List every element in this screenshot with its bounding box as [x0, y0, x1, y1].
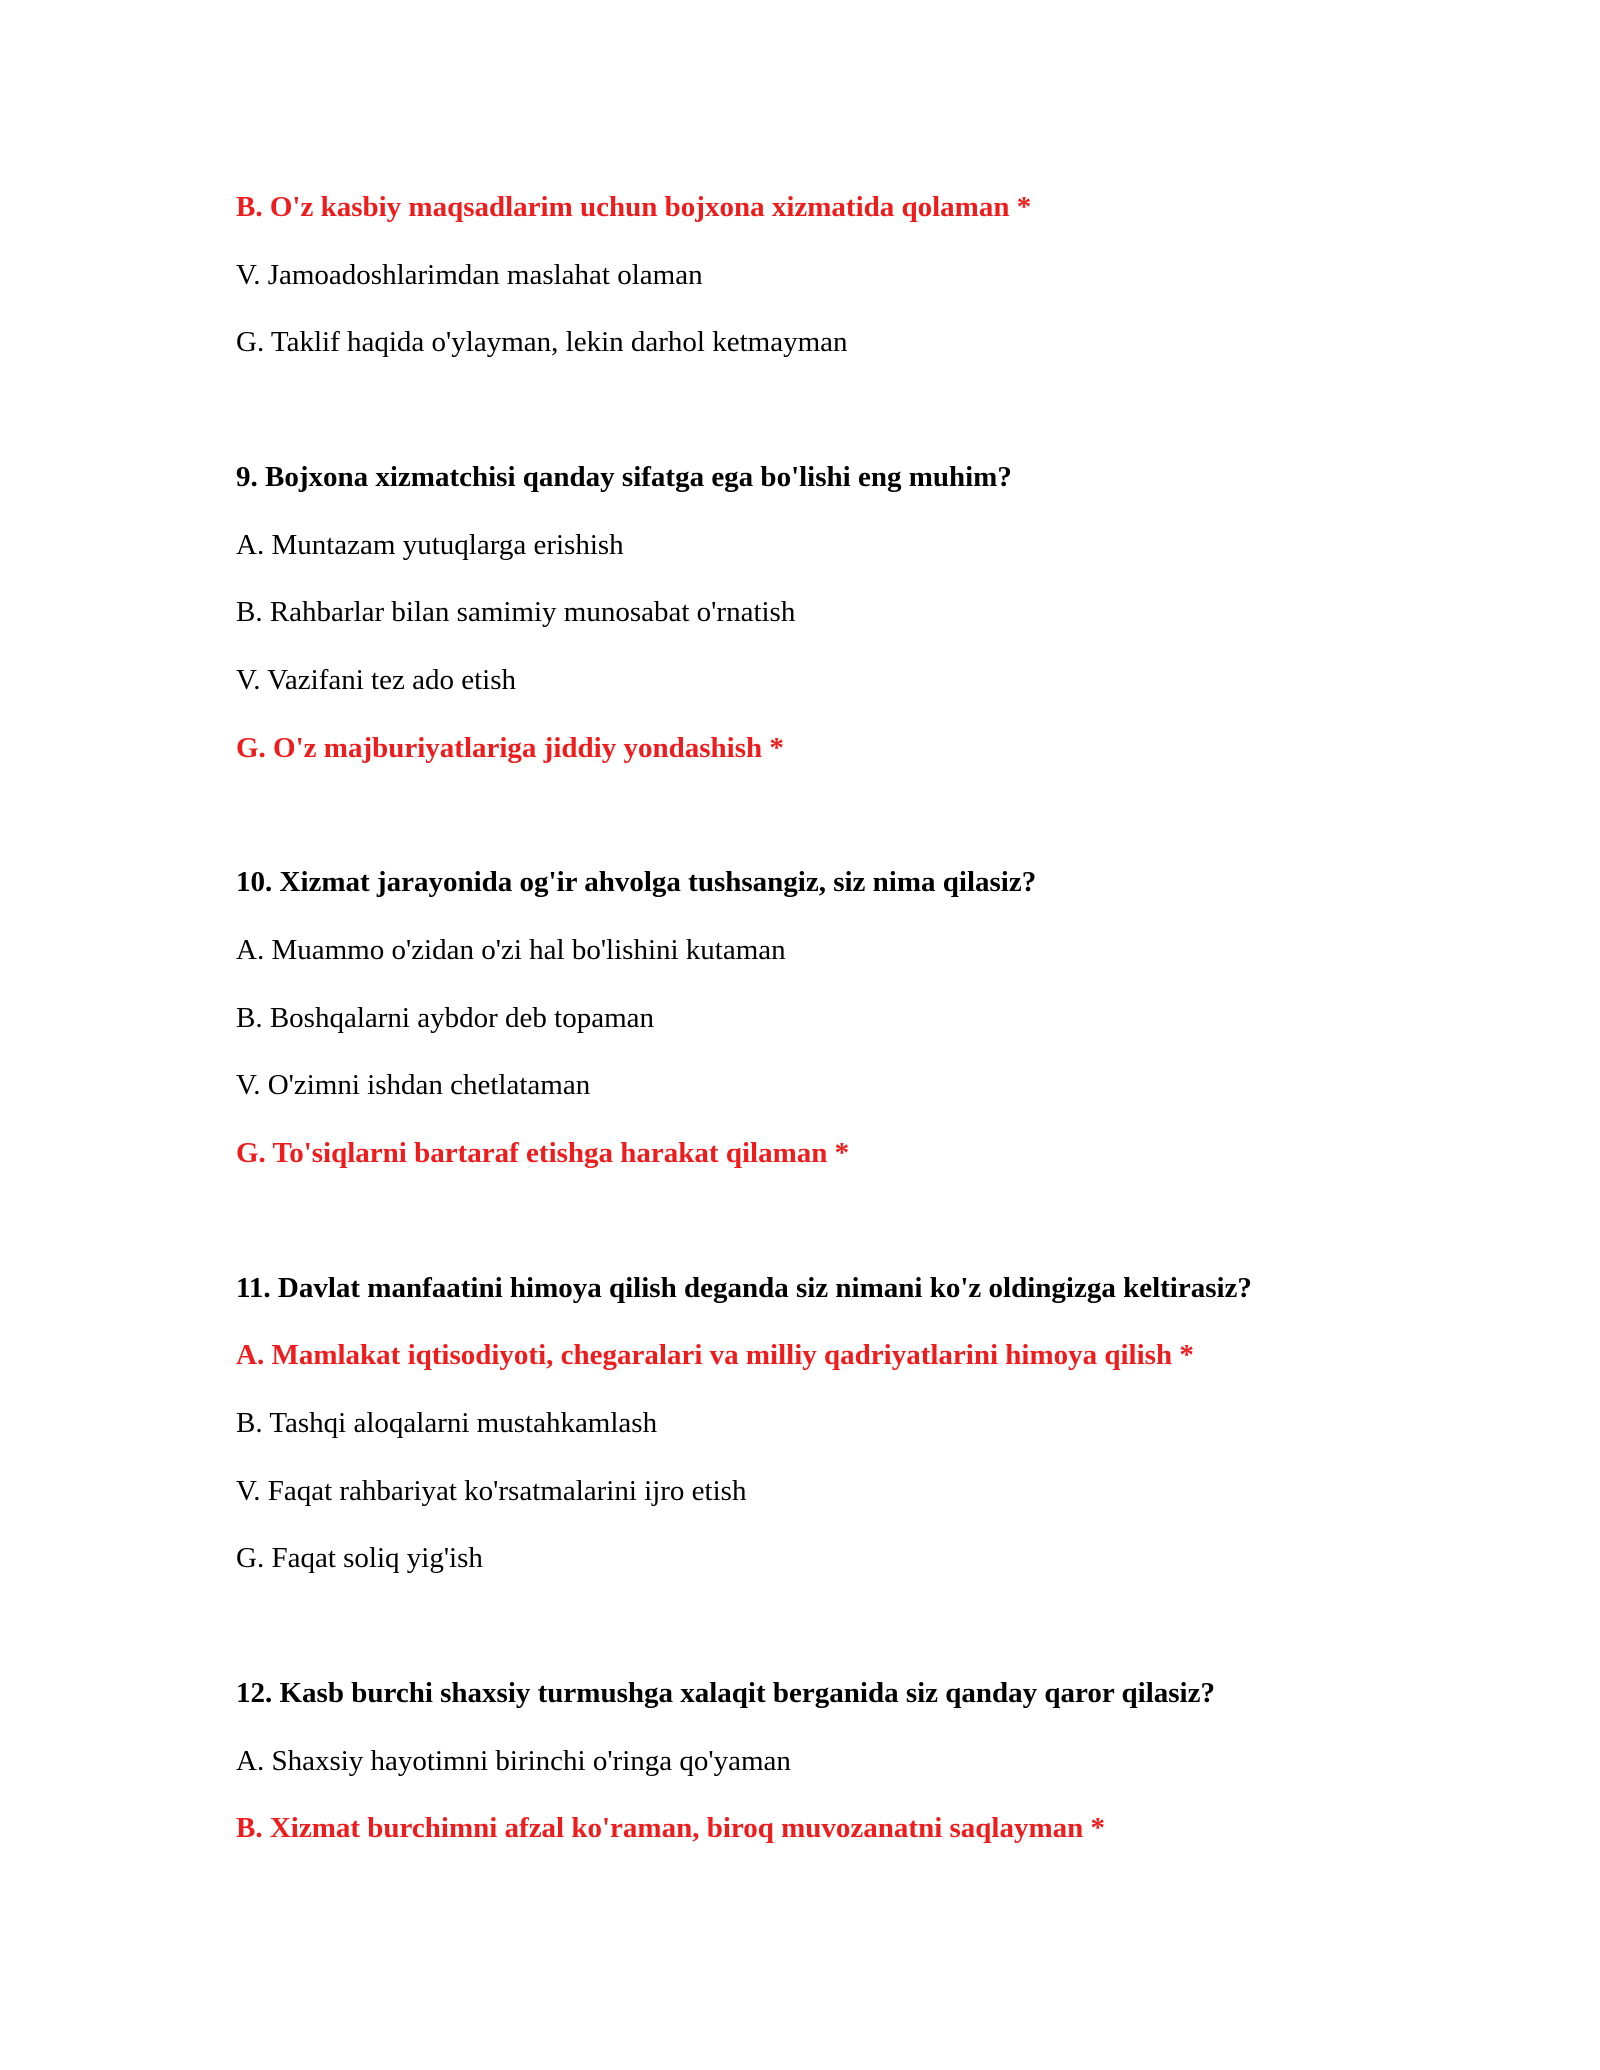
answer-option: G. Faqat soliq yig'ish [236, 1542, 483, 1574]
answer-option: B. Tashqi aloqalarni mustahkamlash [236, 1407, 658, 1439]
answer-option: V. Faqat rahbariyat ko'rsatmalarini ijro etish [236, 1475, 747, 1507]
answer-option-correct: B. Xizmat burchimni afzal ko'raman, biroq muvozanatni saqlayman * [236, 1812, 1106, 1844]
answer-option: A. Muntazam yutuqlarga erishish [236, 529, 624, 561]
question-12-title: 12. Kasb burchi shaxsiy turmushga xalaqit berganida siz qanday qaror qilasiz? [236, 1677, 1215, 1709]
answer-option-correct: B. O'z kasbiy maqsadlarim uchun bojxona xizmatida qolaman * [236, 191, 1032, 223]
answer-option-correct: G. O'z majburiyatlariga jiddiy yondashish * [236, 732, 784, 764]
answer-option: B. Rahbarlar bilan samimiy munosabat o'rnatish [236, 596, 796, 628]
answer-option-correct: G. To'siqlarni bartaraf etishga harakat qilaman * [236, 1137, 850, 1169]
question-10-title: 10. Xizmat jarayonida og'ir ahvolga tushsangiz, siz nima qilasiz? [236, 866, 1037, 898]
answer-option: V. O'zimni ishdan chetlataman [236, 1069, 591, 1101]
answer-option: A. Shaxsiy hayotimni birinchi o'ringa qo'yaman [236, 1745, 791, 1777]
answer-option: B. Boshqalarni aybdor deb topaman [236, 1002, 654, 1034]
answer-option-correct: A. Mamlakat iqtisodiyoti, chegaralari va milliy qadriyatlarini himoya qilish * [236, 1339, 1194, 1371]
answer-option: V. Vazifani tez ado etish [236, 664, 516, 696]
answer-option: G. Taklif haqida o'ylayman, lekin darhol ketmayman [236, 326, 848, 358]
answer-option: V. Jamoadoshlarimdan maslahat olaman [236, 259, 703, 291]
question-11-title: 11. Davlat manfaatini himoya qilish deganda siz nimani ko'z oldingizga keltirasiz? [236, 1272, 1252, 1304]
question-9-title: 9. Bojxona xizmatchisi qanday sifatga ega bo'lishi eng muhim? [236, 461, 1012, 493]
answer-option: A. Muammo o'zidan o'zi hal bo'lishini kutaman [236, 934, 786, 966]
